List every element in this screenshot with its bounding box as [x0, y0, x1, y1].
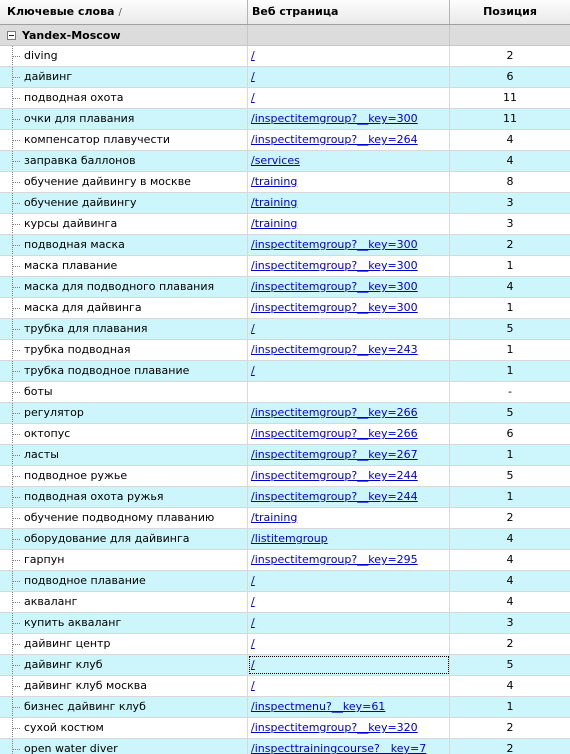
group-url-cell [248, 25, 450, 45]
url-link[interactable]: /inspectitemgroup?__key=300 [251, 112, 418, 125]
url-link[interactable]: / [251, 49, 255, 62]
keyword-cell[interactable] [0, 340, 248, 360]
keyword-text: подводное плавание [24, 574, 146, 587]
url-cell[interactable] [248, 571, 450, 591]
position-cell: - [508, 385, 512, 398]
tree-line-branch [12, 266, 20, 267]
keyword-cell[interactable] [0, 529, 248, 549]
keyword-text: гарпун [24, 553, 65, 566]
url-cell[interactable] [248, 634, 450, 654]
tree-line-branch [12, 140, 20, 141]
url-link[interactable]: / [251, 574, 255, 587]
keyword-text: сухой костюм [24, 721, 104, 734]
table-row[interactable] [0, 109, 570, 130]
tree-line-branch [12, 203, 20, 204]
url-cell[interactable] [248, 655, 450, 675]
url-cell[interactable] [248, 613, 450, 633]
table-row[interactable] [0, 88, 570, 109]
column-header-keywords[interactable] [0, 0, 248, 24]
table-row[interactable] [0, 613, 570, 634]
table-row[interactable] [0, 403, 570, 424]
keyword-text: обучение дайвингу в москве [24, 175, 191, 188]
tree-line-branch [12, 707, 20, 708]
tree-line-branch [12, 245, 20, 246]
keyword-text: diving [24, 49, 58, 62]
keyword-text: регулятор [24, 406, 84, 419]
url-link[interactable]: /inspectitemgroup?__key=264 [251, 133, 418, 146]
keyword-cell[interactable] [0, 550, 248, 570]
table-row[interactable] [0, 130, 570, 151]
tree-line-branch [12, 602, 20, 603]
keyword-cell[interactable] [0, 697, 248, 717]
table-row[interactable] [0, 529, 570, 550]
table-row[interactable] [0, 277, 570, 298]
keyword-text: маска плавание [24, 259, 118, 272]
keyword-text: оборудование для дайвинга [24, 532, 190, 545]
url-cell[interactable] [248, 298, 450, 318]
url-link[interactable]: /listitemgroup [251, 532, 328, 545]
url-cell[interactable] [248, 676, 450, 696]
url-cell[interactable] [248, 424, 450, 444]
url-cell[interactable] [248, 319, 450, 339]
url-link[interactable]: /inspectitemgroup?__key=300 [251, 301, 418, 314]
table-row[interactable] [0, 634, 570, 655]
url-cell[interactable] [248, 403, 450, 423]
tree-line-branch [12, 644, 20, 645]
keyword-cell[interactable] [0, 88, 248, 108]
keyword-cell[interactable] [0, 718, 248, 738]
tree-line-branch [12, 560, 20, 561]
column-header-url[interactable] [248, 0, 450, 24]
column-header-position[interactable] [450, 0, 570, 24]
url-link[interactable]: /inspectitemgroup?__key=300 [251, 280, 418, 293]
url-cell[interactable] [248, 88, 450, 108]
tree-line-branch [12, 665, 20, 666]
keyword-text: маска для подводного плавания [24, 280, 215, 293]
keyword-cell[interactable] [0, 655, 248, 675]
url-link[interactable]: / [251, 364, 255, 377]
position-cell: 2 [506, 721, 514, 734]
keyword-text: ласты [24, 448, 59, 461]
tree-line-branch [12, 686, 20, 687]
keyword-text: купить акваланг [24, 616, 122, 629]
tree-line-branch [12, 497, 20, 498]
url-cell[interactable] [248, 466, 450, 486]
url-cell[interactable] [248, 508, 450, 528]
tree-line-branch [12, 329, 20, 330]
keyword-cell[interactable] [0, 46, 248, 66]
table-row[interactable] [0, 424, 570, 445]
url-link[interactable]: / [251, 70, 255, 83]
url-cell[interactable] [248, 529, 450, 549]
keyword-text: обучение дайвингу [24, 196, 137, 209]
grid-rows [0, 46, 570, 754]
keyword-cell[interactable] [0, 361, 248, 381]
position-cell: 2 [506, 238, 514, 251]
url-link[interactable]: /inspectmenu?__key=61 [251, 700, 386, 713]
table-row[interactable] [0, 550, 570, 571]
tree-line-branch [12, 371, 20, 372]
url-link[interactable]: /inspectitemgroup?__key=266 [251, 406, 418, 419]
keyword-cell[interactable] [0, 382, 248, 402]
table-row[interactable] [0, 214, 570, 235]
keyword-text: заправка баллонов [24, 154, 136, 167]
group-name: Yandex-Moscow [22, 28, 121, 42]
keyword-cell[interactable] [0, 424, 248, 444]
keyword-cell[interactable] [0, 319, 248, 339]
table-row[interactable] [0, 487, 570, 508]
table-row[interactable] [0, 319, 570, 340]
tree-line-branch [12, 392, 20, 393]
position-cell: 4 [506, 280, 514, 293]
url-cell[interactable] [248, 592, 450, 612]
url-link[interactable]: /inspectitemgroup?__key=244 [251, 490, 418, 503]
table-row[interactable] [0, 655, 570, 676]
url-link[interactable]: /inspectitemgroup?__key=295 [251, 553, 418, 566]
tree-line-branch [12, 539, 20, 540]
keyword-text: дайвинг [24, 70, 73, 83]
position-cell: 1 [506, 301, 514, 314]
keyword-text: подводная охота [24, 91, 124, 104]
url-cell[interactable] [248, 361, 450, 381]
grid-header [0, 0, 570, 25]
tree-line-branch [12, 77, 20, 78]
position-cell: 1 [506, 343, 514, 356]
position-cell: 3 [506, 217, 514, 230]
keyword-text: боты [24, 385, 53, 398]
keyword-cell[interactable] [0, 109, 248, 129]
position-cell: 6 [506, 70, 514, 83]
table-row[interactable] [0, 466, 570, 487]
position-cell: 5 [506, 322, 514, 335]
tree-line-branch [12, 182, 20, 183]
keyword-text: дайвинг клуб [24, 658, 103, 671]
column-header-keywords-label: Ключевые слова [7, 5, 115, 18]
url-link[interactable]: /inspectitemgroup?__key=300 [251, 259, 418, 272]
table-row[interactable] [0, 739, 570, 754]
url-cell[interactable] [248, 550, 450, 570]
tree-line-branch [12, 476, 20, 477]
keyword-text: трубка для плавания [24, 322, 148, 335]
keyword-cell[interactable] [0, 172, 248, 192]
group-position-cell [450, 25, 570, 45]
keyword-text: маска для дайвинга [24, 301, 142, 314]
keyword-text: очки для плавания [24, 112, 135, 125]
url-link[interactable]: / [251, 91, 255, 104]
keyword-text: акваланг [24, 595, 78, 608]
tree-line-branch [12, 728, 20, 729]
keyword-cell[interactable] [0, 739, 248, 754]
url-cell[interactable] [248, 445, 450, 465]
url-cell[interactable] [248, 277, 450, 297]
url-link[interactable]: / [251, 637, 255, 650]
position-cell: 4 [506, 574, 514, 587]
table-row[interactable] [0, 235, 570, 256]
keyword-cell[interactable] [0, 298, 248, 318]
tree-line-branch [12, 581, 20, 582]
tree-line-branch [12, 749, 20, 750]
url-link[interactable]: / [251, 679, 255, 692]
keyword-cell[interactable] [0, 403, 248, 423]
url-link[interactable]: /inspectitemgroup?__key=266 [251, 427, 418, 440]
url-cell[interactable] [248, 214, 450, 234]
url-link[interactable]: /inspecttrainingcourse?__key=7 [251, 742, 427, 754]
table-row[interactable] [0, 445, 570, 466]
keyword-cell[interactable] [0, 592, 248, 612]
url-cell[interactable] [248, 340, 450, 360]
url-cell[interactable] [248, 739, 450, 754]
keyword-cell[interactable] [0, 613, 248, 633]
tree-line-branch [12, 623, 20, 624]
keyword-text: трубка подводная [24, 343, 131, 356]
position-cell: 5 [506, 658, 514, 671]
url-link[interactable]: /inspectitemgroup?__key=267 [251, 448, 418, 461]
sort-indicator-icon: / [118, 7, 122, 18]
position-cell: 5 [506, 469, 514, 482]
tree-line-branch [12, 413, 20, 414]
position-cell: 11 [503, 112, 517, 125]
position-cell: 4 [506, 133, 514, 146]
table-row[interactable] [0, 151, 570, 172]
url-link[interactable]: /training [251, 217, 298, 230]
tree-line-branch [12, 350, 20, 351]
url-link[interactable]: /training [251, 175, 298, 188]
keyword-cell[interactable] [0, 67, 248, 87]
keyword-cell[interactable] [0, 508, 248, 528]
keyword-cell[interactable] [0, 487, 248, 507]
keyword-cell[interactable] [0, 151, 248, 171]
position-cell: 3 [506, 616, 514, 629]
keyword-cell[interactable] [0, 193, 248, 213]
keyword-text: подводная маска [24, 238, 125, 251]
table-row[interactable] [0, 592, 570, 613]
tree-line-branch [12, 455, 20, 456]
url-link[interactable]: /training [251, 511, 298, 524]
url-cell[interactable] [248, 382, 450, 402]
url-cell[interactable] [248, 487, 450, 507]
keyword-text: open water diver [24, 742, 118, 754]
keyword-text: дайвинг центр [24, 637, 111, 650]
keyword-cell[interactable] [0, 466, 248, 486]
table-row[interactable] [0, 676, 570, 697]
group-row-yandex-moscow[interactable] [0, 25, 570, 46]
keyword-cell[interactable] [0, 571, 248, 591]
keyword-text: компенсатор плавучести [24, 133, 171, 146]
keyword-cell[interactable] [0, 676, 248, 696]
keyword-text: октопус [24, 427, 71, 440]
url-link[interactable]: /inspectitemgroup?__key=243 [251, 343, 418, 356]
keyword-text: дайвинг клуб москва [24, 679, 148, 692]
table-row[interactable] [0, 361, 570, 382]
tree-line-branch [12, 56, 20, 57]
position-cell: 8 [506, 175, 514, 188]
tree-line-branch [12, 161, 20, 162]
keyword-cell[interactable] [0, 130, 248, 150]
position-cell: 4 [506, 679, 514, 692]
table-row[interactable] [0, 298, 570, 319]
tree-line-branch [12, 98, 20, 99]
keyword-text: подводное ружье [24, 469, 128, 482]
table-row[interactable] [0, 172, 570, 193]
table-row[interactable] [0, 193, 570, 214]
tree-line-branch [12, 224, 20, 225]
url-cell[interactable] [248, 193, 450, 213]
collapse-icon[interactable] [7, 31, 16, 40]
keyword-cell[interactable] [0, 634, 248, 654]
table-row[interactable] [0, 340, 570, 361]
url-cell[interactable] [248, 718, 450, 738]
url-cell[interactable] [248, 46, 450, 66]
url-link[interactable]: /inspectitemgroup?__key=320 [251, 721, 418, 734]
position-cell: 4 [506, 595, 514, 608]
column-header-url-label: Веб страница [252, 5, 339, 18]
url-link[interactable]: / [251, 322, 255, 335]
url-cell[interactable] [248, 256, 450, 276]
group-cell [0, 25, 248, 45]
position-cell: 4 [506, 154, 514, 167]
keyword-cell[interactable] [0, 214, 248, 234]
table-row[interactable] [0, 718, 570, 739]
position-cell: 2 [506, 511, 514, 524]
url-cell[interactable] [248, 235, 450, 255]
table-row[interactable] [0, 697, 570, 718]
position-cell: 1 [506, 364, 514, 377]
tree-line-branch [12, 518, 20, 519]
position-cell: 1 [506, 490, 514, 503]
table-row[interactable] [0, 382, 570, 403]
position-cell: 1 [506, 259, 514, 272]
position-cell: 6 [506, 427, 514, 440]
keyword-cell[interactable] [0, 235, 248, 255]
tree-line-branch [12, 119, 20, 120]
url-link[interactable]: /services [251, 154, 300, 167]
url-cell[interactable] [248, 151, 450, 171]
tree-line-branch [12, 434, 20, 435]
position-cell: 3 [506, 196, 514, 209]
tree-line-branch [12, 308, 20, 309]
url-cell[interactable] [248, 130, 450, 150]
position-cell: 5 [506, 406, 514, 419]
keyword-text: обучение подводному плаванию [24, 511, 215, 524]
url-link[interactable]: /inspectitemgroup?__key=300 [251, 238, 418, 251]
url-link[interactable]: /inspectitemgroup?__key=244 [251, 469, 418, 482]
position-cell: 2 [506, 742, 514, 754]
url-link[interactable]: /training [251, 196, 298, 209]
url-cell[interactable] [248, 67, 450, 87]
url-link[interactable]: / [251, 595, 255, 608]
url-cell[interactable] [248, 172, 450, 192]
keyword-cell[interactable] [0, 277, 248, 297]
url-link[interactable]: / [251, 616, 255, 629]
position-cell: 4 [506, 553, 514, 566]
keyword-text: трубка подводное плавание [24, 364, 190, 377]
table-row[interactable] [0, 67, 570, 88]
keyword-text: курсы дайвинга [24, 217, 118, 230]
tree-line-branch [12, 287, 20, 288]
position-cell: 4 [506, 532, 514, 545]
table-row[interactable] [0, 256, 570, 277]
tree-line-vertical [12, 739, 13, 754]
url-cell[interactable] [248, 109, 450, 129]
position-cell: 11 [503, 91, 517, 104]
position-cell: 2 [506, 49, 514, 62]
keyword-cell[interactable] [0, 445, 248, 465]
table-row[interactable] [0, 508, 570, 529]
position-cell: 2 [506, 637, 514, 650]
url-link[interactable]: / [251, 658, 255, 671]
table-row[interactable] [0, 46, 570, 67]
position-cell: 1 [506, 700, 514, 713]
keyword-cell[interactable] [0, 256, 248, 276]
table-row[interactable] [0, 571, 570, 592]
url-cell[interactable] [248, 697, 450, 717]
column-header-position-label: Позиция [483, 5, 537, 18]
position-cell: 1 [506, 448, 514, 461]
keyword-text: бизнес дайвинг клуб [24, 700, 146, 713]
keyword-text: подводная охота ружья [24, 490, 164, 503]
